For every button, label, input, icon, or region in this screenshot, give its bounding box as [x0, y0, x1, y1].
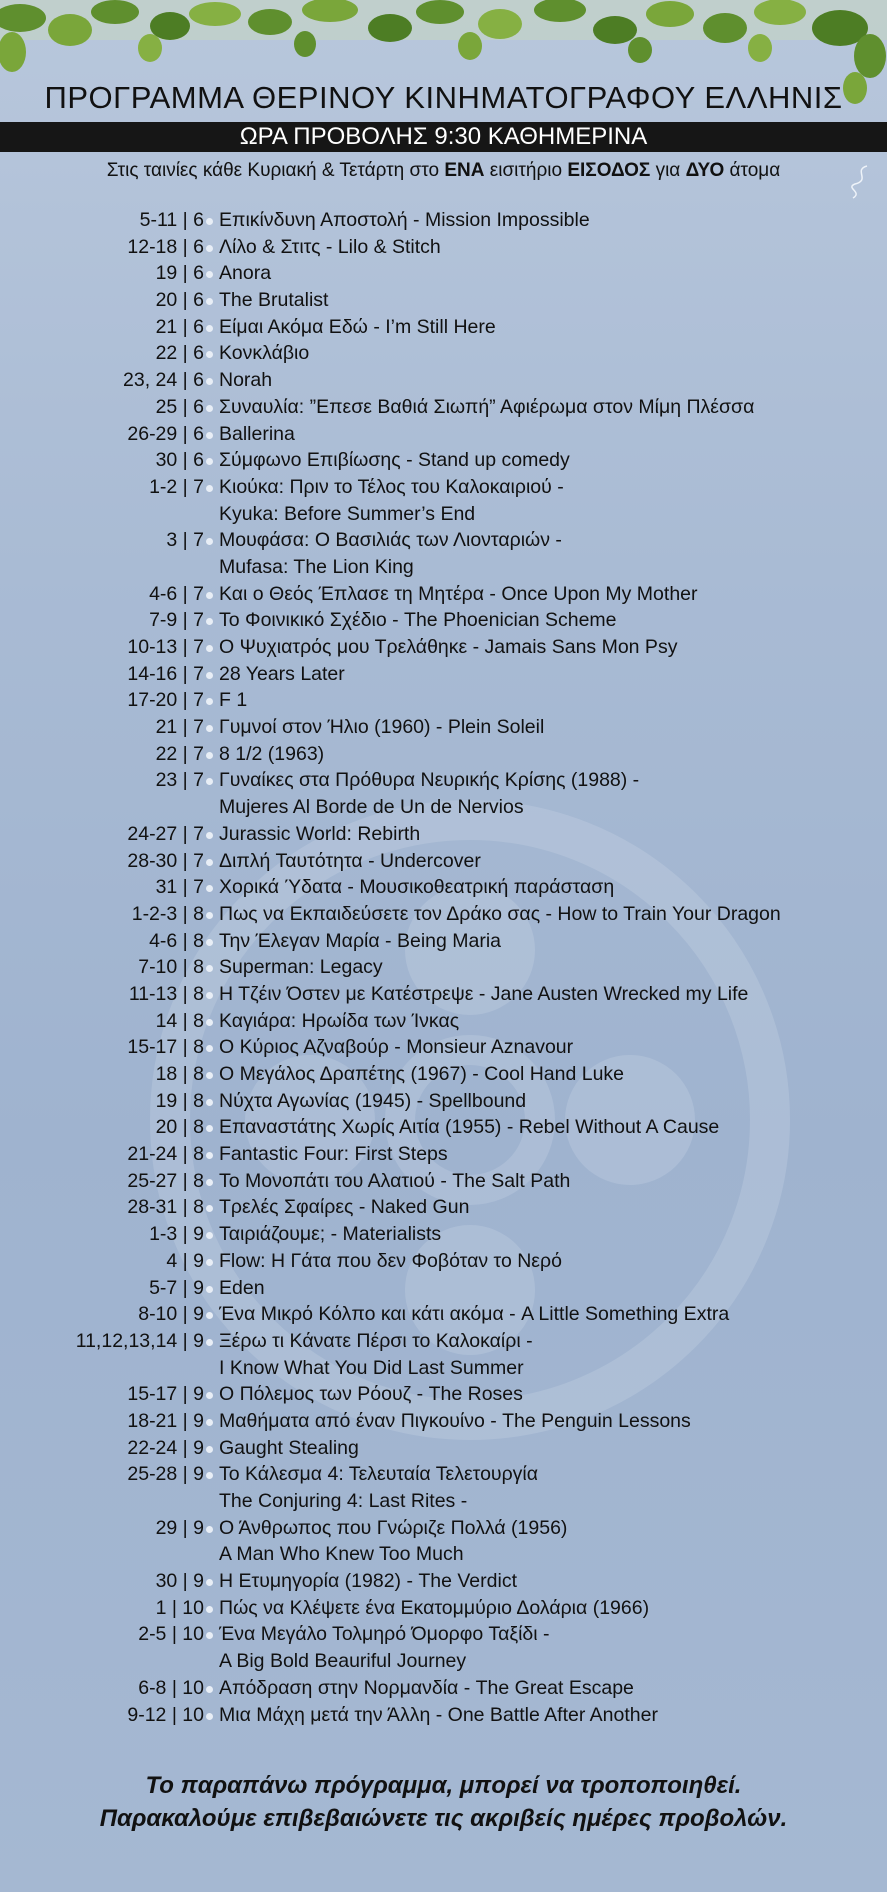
schedule-row [0, 981, 887, 1008]
movie-title: Kyuka: Before Summer’s End [219, 502, 476, 525]
screening-date: 23 | 7 [155, 769, 204, 792]
schedule-row [0, 527, 887, 554]
bullet-dot-icon [206, 1125, 213, 1132]
bullet-dot-icon [206, 1179, 213, 1186]
screening-date: 26-29 | 6 [127, 422, 204, 445]
screening-date: 10-13 | 7 [127, 636, 204, 658]
schedule-row [0, 1408, 887, 1435]
screening-date: 25-27 | 8 [127, 1169, 204, 1192]
screening-date: 19 | 8 [155, 1089, 204, 1112]
schedule-row [0, 340, 887, 367]
movie-title: I Know What You Did Last Summer [219, 1356, 524, 1379]
movie-title: 8 1/2 (1963) [219, 742, 325, 765]
note-text: άτομα [724, 160, 781, 181]
schedule-row [0, 1648, 887, 1675]
screening-date: 8-10 | 9 [138, 1303, 204, 1326]
movie-title: Το Κάλεσμα 4: Τελευταία Τελετουργία [219, 1463, 539, 1486]
schedule-row [0, 767, 887, 794]
screening-date: 31 | 7 [155, 876, 204, 899]
schedule-row [0, 1355, 887, 1382]
screening-date: 6-8 | 10 [138, 1676, 204, 1699]
bullet-dot-icon [206, 218, 213, 225]
schedule-row [0, 1381, 887, 1408]
bullet-dot-icon [206, 992, 213, 999]
schedule-row [0, 474, 887, 501]
schedule-row [0, 928, 887, 955]
bullet-dot-icon [206, 939, 213, 946]
note-bold-one: ΕΝΑ [444, 160, 485, 181]
schedule-row [0, 1595, 887, 1622]
bullet-dot-icon [206, 885, 213, 892]
bullet-dot-icon [206, 725, 213, 732]
bullet-dot-icon [206, 672, 213, 679]
screening-date: 30 | 9 [155, 1570, 204, 1593]
bullet-dot-icon [206, 458, 213, 465]
movie-title: The Conjuring 4: Last Rites - [219, 1490, 468, 1512]
screening-date: 3 | 7 [166, 529, 204, 552]
bullet-dot-icon [206, 1446, 213, 1453]
bullet-dot-icon [206, 538, 213, 545]
movie-title: Gaught Stealing [219, 1436, 359, 1459]
bullet-dot-icon [206, 1632, 213, 1639]
bullet-dot-icon [206, 1579, 213, 1586]
bullet-dot-icon [206, 1312, 213, 1319]
screening-date: 2-5 | 10 [138, 1623, 204, 1646]
schedule-row [0, 1114, 887, 1141]
screening-date: 22 | 6 [155, 342, 204, 365]
bullet-dot-icon [206, 405, 213, 412]
screening-date: 21-24 | 8 [127, 1143, 204, 1166]
movie-title: Ballerina [219, 422, 295, 445]
screening-date: 4-6 | 7 [149, 582, 204, 605]
screening-date: 29 | 9 [155, 1516, 204, 1539]
schedule-row [0, 1621, 887, 1648]
bullet-dot-icon [206, 859, 213, 866]
bullet-dot-icon [206, 1606, 213, 1613]
schedule-row [0, 1328, 887, 1355]
movie-title: Σύμφωνο Επιβίωσης - Stand up comedy [219, 449, 570, 472]
bullet-dot-icon [206, 1152, 213, 1159]
screening-date: 1-2-3 | 8 [131, 902, 204, 925]
movie-title: Κονκλάβιο [219, 342, 310, 365]
movie-title: Norah [219, 369, 273, 392]
schedule-row [0, 714, 887, 741]
bullet-dot-icon [206, 1286, 213, 1293]
bullet-dot-icon [206, 351, 213, 358]
note-text: εισιτήριο [484, 160, 568, 181]
movie-title: Ο Μεγάλος Δραπέτης (1967) - Cool Hand Luke [219, 1063, 625, 1085]
screening-date: 14 | 8 [155, 1009, 204, 1032]
movie-title: Χορικά Ύδατα - Μουσικοθεατρική παράσταση [219, 876, 615, 899]
schedule-row [0, 314, 887, 341]
bullet-dot-icon [206, 1419, 213, 1426]
movie-title: Απόδραση στην Νορμανδία - The Great Escape [219, 1676, 634, 1699]
note-text: Στις ταινίες κάθε Κυριακή & Τετάρτη στο [106, 160, 445, 181]
schedule-row [0, 367, 887, 394]
bullet-dot-icon [206, 1526, 213, 1533]
screening-date: 24-27 | 7 [127, 822, 204, 845]
schedule-row [0, 874, 887, 901]
bullet-dot-icon [206, 698, 213, 705]
schedule-row [0, 1061, 887, 1088]
schedule-row [0, 1248, 887, 1275]
movie-title: Η Τζέιν Όστεν με Κατέστρεψε - Jane Austen Wrecked my Life [219, 982, 749, 1005]
screening-date: 15-17 | 8 [127, 1036, 204, 1059]
movie-title: Ο Πόλεμος των Ρόουζ - The Roses [219, 1383, 523, 1406]
schedule-row [0, 1301, 887, 1328]
movie-title: Καγιάρα: Ηρωίδα των Ίνκας [219, 1009, 460, 1032]
note-text: για [650, 160, 686, 181]
bullet-dot-icon [206, 912, 213, 919]
schedule-row [0, 1141, 887, 1168]
screening-date: 19 | 6 [155, 262, 204, 285]
movie-title: Το Φοινικικό Σχέδιο - The Phoenician Scheme [219, 609, 617, 632]
screening-date: 23, 24 | 6 [123, 369, 204, 392]
screening-date: 17-20 | 7 [127, 689, 204, 712]
movie-title: Ένα Μεγάλο Τολμηρό Όμορφο Ταξίδι - [219, 1623, 550, 1646]
schedule-row [0, 1568, 887, 1595]
movie-title: Πως να Εκπαιδεύσετε τον Δράκο σας - How to Train Your Dragon [219, 902, 781, 925]
movie-title: F 1 [219, 689, 248, 712]
schedule-list [0, 207, 887, 1728]
bullet-dot-icon [206, 1019, 213, 1026]
screening-date: 20 | 8 [155, 1116, 204, 1139]
movie-title: Ο Ψυχιατρός μου Τρελάθηκε - Jamais Sans Mon Psy [219, 636, 678, 658]
schedule-row [0, 1435, 887, 1462]
screening-date: 28-30 | 7 [127, 849, 204, 872]
bullet-dot-icon [206, 485, 213, 492]
schedule-row [0, 1488, 887, 1515]
bullet-dot-icon [206, 592, 213, 599]
movie-title: Ξέρω τι Κάνατε Πέρσι το Καλοκαίρι - [219, 1329, 533, 1352]
movie-title: Και ο Θεός Έπλασε τη Μητέρα - Once Upon My Mother [219, 582, 698, 605]
screening-date: 11-13 | 8 [128, 982, 204, 1005]
movie-title: Μια Μάχη μετά την Άλλη - One Battle After Another [219, 1703, 658, 1726]
bullet-dot-icon [206, 1259, 213, 1266]
schedule-row [0, 1194, 887, 1221]
schedule-row [0, 260, 887, 287]
schedule-row [0, 234, 887, 261]
movie-title: Mujeres Al Borde de Un de Nervios [219, 796, 524, 819]
screening-date: 18-21 | 9 [127, 1409, 204, 1432]
schedule-row [0, 207, 887, 234]
screening-date: 22 | 7 [155, 742, 204, 765]
movie-title: Γυμνοί στον Ήλιο (1960) - Plein Soleil [219, 716, 545, 739]
footer-confirm-note: Παρακαλούμε επιβεβαιώνετε τις ακριβείς ημέρες προβολών. [99, 1805, 788, 1832]
bullet-dot-icon [206, 1072, 213, 1079]
schedule-row [0, 1034, 887, 1061]
schedule-row [0, 607, 887, 634]
screening-date: 15-17 | 9 [127, 1383, 204, 1406]
movie-title: The Brutalist [219, 289, 329, 312]
movie-title: Είμαι Ακόμα Εδώ - I’m Still Here [219, 315, 496, 338]
movie-title: Ο Άνθρωπος που Γνώριζε Πολλά (1956) [219, 1516, 568, 1539]
movie-title: Πώς να Κλέψετε ένα Εκατομμύριο Δολάρια (1966) [219, 1596, 650, 1619]
schedule-row [0, 501, 887, 528]
bullet-dot-icon [206, 1686, 213, 1693]
movie-title: Mufasa: The Lion King [219, 555, 414, 578]
movie-title: Επαναστάτης Χωρίς Αιτία (1955) - Rebel Without A Cause [219, 1116, 720, 1139]
screening-date: 25-28 | 9 [127, 1463, 204, 1486]
bullet-dot-icon [206, 1472, 213, 1479]
screening-date: 1-3 | 9 [149, 1223, 204, 1246]
movie-title: Fantastic Four: First Steps [219, 1143, 448, 1166]
bullet-dot-icon [206, 752, 213, 759]
schedule-row [0, 394, 887, 421]
bullet-dot-icon [206, 1045, 213, 1052]
bullet-dot-icon [206, 1205, 213, 1212]
movie-title: Ο Κύριος Αζναβούρ - Monsieur Aznavour [219, 1036, 574, 1059]
movie-title: A Man Who Knew Too Much [219, 1543, 464, 1566]
movie-title: Το Μονοπάτι του Αλατιού - The Salt Path [219, 1169, 571, 1192]
schedule-row [0, 581, 887, 608]
screening-date: 9-12 | 10 [127, 1703, 204, 1726]
ticket-offer-note [0, 160, 887, 182]
schedule-row [0, 554, 887, 581]
schedule-row [0, 954, 887, 981]
schedule-row [0, 901, 887, 928]
movie-title: Ταιριάζουμε; - Materialists [219, 1223, 442, 1246]
movie-title: Jurassic World: Rebirth [219, 822, 421, 845]
bullet-dot-icon [206, 618, 213, 625]
bullet-dot-icon [206, 965, 213, 972]
movie-title: Τρελές Σφαίρες - Naked Gun [219, 1196, 470, 1219]
screening-date: 12-18 | 6 [127, 235, 204, 258]
schedule-row [0, 1275, 887, 1302]
schedule-row [0, 821, 887, 848]
schedule-row [0, 848, 887, 875]
bullet-dot-icon [206, 645, 213, 652]
bullet-dot-icon [206, 1232, 213, 1239]
screening-date: 5-11 | 6 [139, 209, 204, 231]
screening-date: 25 | 6 [155, 395, 204, 418]
schedule-row [0, 1541, 887, 1568]
screening-date: 22-24 | 9 [127, 1436, 204, 1459]
note-bold-two: ΔΥΟ [685, 160, 725, 181]
movie-title: Eden [219, 1276, 265, 1299]
bullet-dot-icon [206, 1392, 213, 1399]
schedule-row [0, 741, 887, 768]
schedule-row [0, 1675, 887, 1702]
screening-date: 11,12,13,14 | 9 [75, 1329, 204, 1352]
bullet-dot-icon [206, 1713, 213, 1720]
schedule-row [0, 687, 887, 714]
screening-date: 21 | 7 [155, 716, 204, 739]
screening-date: 30 | 6 [155, 449, 204, 472]
bullet-dot-icon [206, 378, 213, 385]
note-bold-entry: ΕΙΣΟΔΟΣ [567, 160, 651, 181]
schedule-row [0, 1702, 887, 1729]
movie-title: Flow: Η Γάτα που δεν Φοβόταν το Νερό [219, 1249, 562, 1272]
movie-title: Κιούκα: Πριν το Τέλος του Καλοκαιριού - [219, 475, 564, 498]
schedule-row [0, 634, 887, 661]
movie-title: Νύχτα Αγωνίας (1945) - Spellbound [219, 1089, 527, 1112]
screening-date: 7-10 | 8 [138, 956, 204, 979]
movie-title: Μουφάσα: Ο Βασιλιάς των Λιονταριών - [219, 529, 562, 552]
schedule-row [0, 1008, 887, 1035]
bullet-dot-icon [206, 778, 213, 785]
bullet-dot-icon [206, 325, 213, 332]
schedule-row [0, 421, 887, 448]
movie-title: Λίλο & Στιτς - Lilo & Stitch [219, 235, 441, 258]
screening-date: 20 | 6 [155, 289, 204, 312]
bullet-dot-icon [206, 1339, 213, 1346]
screening-date: 1-2 | 7 [149, 475, 204, 498]
screening-date: 7-9 | 7 [149, 609, 204, 632]
movie-title: Ένα Μικρό Κόλπο και κάτι ακόμα - A Little Something Extra [219, 1303, 730, 1326]
schedule-row [0, 1461, 887, 1488]
bullet-dot-icon [206, 1099, 213, 1106]
schedule-row [0, 1088, 887, 1115]
screening-date: 1 | 10 [155, 1596, 204, 1619]
bullet-dot-icon [206, 432, 213, 439]
schedule-row [0, 1221, 887, 1248]
screening-date: 21 | 6 [155, 315, 204, 338]
movie-title: 28 Years Later [219, 662, 345, 685]
screening-date: 18 | 8 [155, 1063, 204, 1085]
movie-title: Anora [219, 262, 272, 285]
bullet-dot-icon [206, 298, 213, 305]
bullet-dot-icon [206, 245, 213, 252]
movie-title: Συναυλία: ”Επεσε Βαθιά Σιωπή” Αφιέρωμα στον Μίμη Πλέσσα [219, 395, 755, 418]
schedule-row [0, 287, 887, 314]
screening-date: 14-16 | 7 [127, 662, 204, 685]
schedule-row [0, 661, 887, 688]
schedule-row [0, 447, 887, 474]
bullet-dot-icon [206, 832, 213, 839]
schedule-row [0, 1515, 887, 1542]
schedule-row [0, 1168, 887, 1195]
screening-date: 28-31 | 8 [127, 1196, 204, 1219]
movie-title: Η Ετυμηγορία (1982) - The Verdict [219, 1570, 517, 1593]
footer-disclaimer: Το παραπάνω πρόγραμμα, μπορεί να τροποποιηθεί. [145, 1772, 742, 1799]
movie-title: Επικίνδυνη Αποστολή - Mission Impossible [219, 209, 590, 231]
movie-title: Διπλή Ταυτότητα - Undercover [219, 849, 481, 872]
screening-date: 4-6 | 8 [149, 929, 204, 952]
movie-title: Superman: Legacy [219, 956, 383, 979]
bullet-dot-icon [206, 271, 213, 278]
page-title: ΠΡΟΓΡΑΜΜΑ ΘΕΡΙΝΟΥ ΚΙΝΗΜΑΤΟΓΡΑΦΟΥ ΕΛΛΗΝΙΣ [44, 80, 843, 115]
movie-title: A Big Bold Beauriful Journey [219, 1650, 467, 1673]
screening-date: 5-7 | 9 [149, 1276, 204, 1299]
showtime-banner: ΩΡΑ ΠΡΟΒΟΛΗΣ 9:30 ΚΑΘΗΜΕΡΙΝΑ [0, 122, 887, 152]
movie-title: Γυναίκες στα Πρόθυρα Νευρικής Κρίσης (1988) - [219, 769, 640, 792]
schedule-row [0, 794, 887, 821]
screening-date: 4 | 9 [166, 1249, 204, 1272]
movie-title: Την Έλεγαν Μαρία - Being Maria [219, 929, 502, 952]
movie-title: Μαθήματα από έναν Πιγκουίνο - The Penguin Lessons [219, 1409, 691, 1432]
